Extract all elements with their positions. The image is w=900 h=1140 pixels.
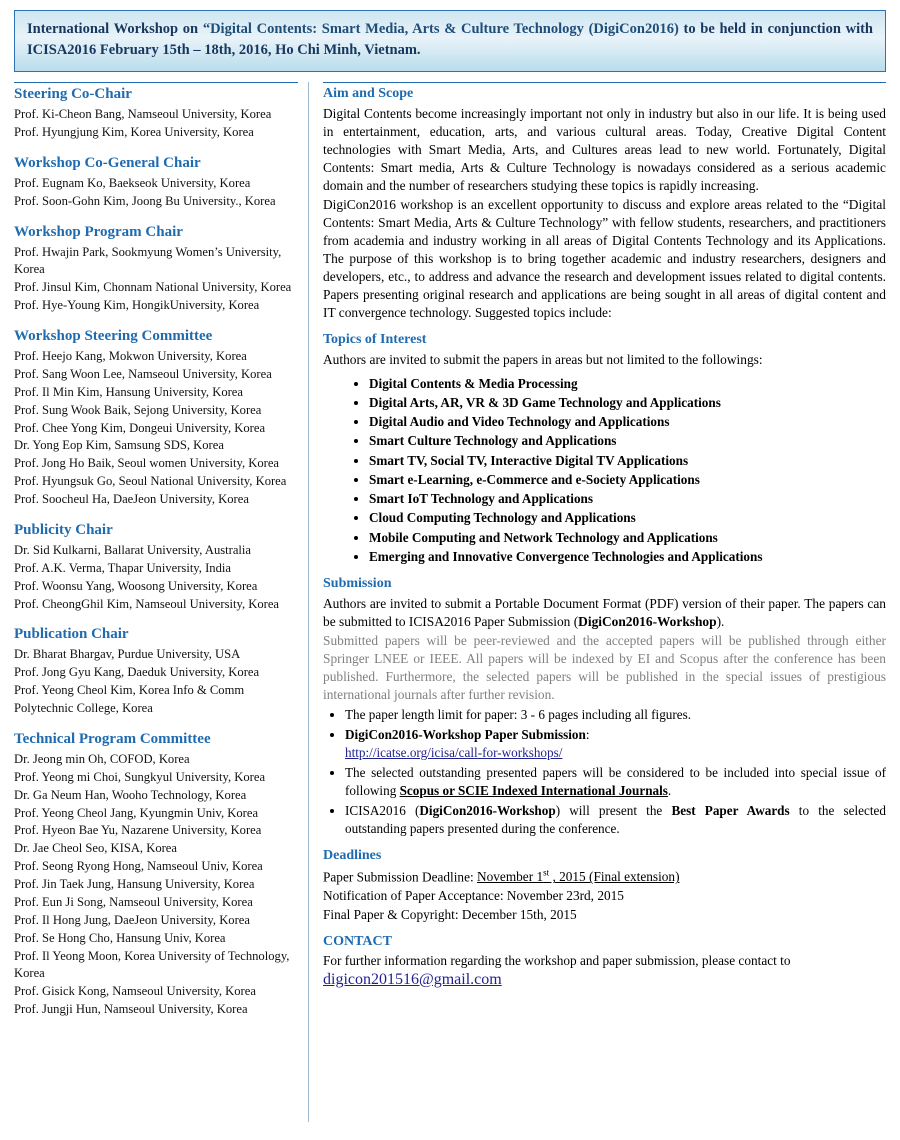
section-technical-program-committee bbox=[14, 731, 298, 1019]
journal-name: Scopus or SCIE Indexed International Journals bbox=[399, 783, 668, 799]
title-banner bbox=[14, 10, 886, 72]
section-deadlines bbox=[323, 848, 886, 924]
section-workshop-steering-committee bbox=[14, 328, 298, 509]
list-item: Prof. Il Hong Jung, DaeJeon University, Korea bbox=[14, 912, 250, 927]
section-steering-co-chair bbox=[14, 82, 298, 142]
list-item: Prof. Woonsu Yang, Woosong University, Korea bbox=[14, 578, 258, 593]
list-item: • Emerging and Innovative Convergence Technologies and Applications bbox=[369, 547, 886, 566]
list-item: Dr. Ga Neum Han, Wooho Technology, Korea bbox=[14, 787, 247, 802]
section-heading: Steering Co-Chair bbox=[14, 82, 298, 103]
award-text-post: to the selected outstanding papers presented during the conference. bbox=[345, 803, 886, 837]
deadline-date-rest: , 2015 (Final extension) bbox=[549, 869, 680, 885]
list-item: Prof. Jinsul Kim, Chonnam National University, Korea bbox=[14, 280, 292, 295]
list-item: Prof. Yeong mi Choi, Sungkyul University, Korea bbox=[14, 769, 266, 784]
section-workshop-co-general-chair bbox=[14, 155, 298, 211]
submission-p1-bold: DigiCon2016-Workshop bbox=[578, 614, 717, 630]
banner-title-part1: International Workshop on bbox=[27, 21, 203, 37]
section-publicity-chair bbox=[14, 522, 298, 614]
list-item: Prof. Gisick Kong, Namseoul University, Korea bbox=[14, 984, 256, 999]
submission-paragraph-2: Submitted papers will be peer-reviewed and the accepted papers will be published through either Springer LNEE or IEEE. All papers will be indexed by EI and Scopus after the conference has been published. Furthermore, the selected papers will be published in the special issues of prestigious international journals after further revision. bbox=[323, 633, 886, 703]
list-item: Prof. Heejo Kang, Mokwon University, Korea bbox=[14, 349, 247, 364]
list-item: Prof. Hye-Young Kim, HongikUniversity, Korea bbox=[14, 298, 260, 313]
section-contact bbox=[323, 934, 886, 989]
list-item: Prof. Eun Ji Song, Namseoul University, Korea bbox=[14, 894, 253, 909]
list-item: Prof. Soocheul Ha, DaeJeon University, Korea bbox=[14, 492, 249, 507]
list-item: • Smart IoT Technology and Applications bbox=[369, 489, 886, 508]
list-item: • Digital Audio and Video Technology and Applications bbox=[369, 412, 886, 431]
list-item: • Digital Arts, AR, VR & 3D Game Technology and Applications bbox=[369, 393, 886, 412]
aim-paragraph-2: DigiCon2016 workshop is an excellent opportunity to discuss and explore areas related to the “Digital Contents: Smart Media, Arts & Culture Technology” with fellow students, researchers, and practitioners from academia and industry working in all areas of Digital Contents Technology and its Applications. The purpose of this workshop is to bring together academic and industry researchers, designers and developers, etc., to address and advance the research and development issues related to digital contents. Papers presenting original research and applications are being sought in all areas of digital content and IT convergence technology. Suggested topics include: bbox=[323, 197, 886, 321]
section-heading: Publicity Chair bbox=[14, 521, 113, 538]
list-item: Prof. Hyungsuk Go, Seoul National University, Korea bbox=[14, 474, 287, 489]
section-heading: Submission bbox=[323, 576, 392, 592]
section-heading: Workshop Steering Committee bbox=[14, 328, 213, 345]
section-heading: Aim and Scope bbox=[323, 82, 886, 102]
submission-list bbox=[323, 706, 886, 838]
submission-url-link[interactable]: http://icatse.org/icisa/call-for-workshops/ bbox=[345, 745, 563, 761]
list-item: Prof. Jong Ho Baik, Seoul women University, Korea bbox=[14, 456, 280, 471]
list-item: Prof. Jin Taek Jung, Hansung University, Korea bbox=[14, 877, 255, 892]
topics-list bbox=[323, 374, 886, 567]
list-item: Prof. Ki-Cheon Bang, Namseoul University, Korea bbox=[14, 107, 272, 122]
deadline-date-main: November 1 bbox=[477, 869, 544, 885]
list-item: Prof. Jungji Hun, Namseoul University, Korea bbox=[14, 1002, 248, 1017]
main-content bbox=[309, 82, 886, 1122]
award-text-pre: ICISA2016 ( bbox=[345, 803, 420, 819]
deadline-submission-label: Paper Submission Deadline: bbox=[323, 869, 478, 885]
contact-text: For further information regarding the workshop and paper submission, please contact to bbox=[323, 953, 791, 969]
list-item: Prof. Il Yeong Moon, Korea University of Technology, Korea bbox=[14, 948, 290, 981]
list-item: • The paper length limit for paper: 3 - 6 pages including all figures. bbox=[345, 706, 886, 724]
journal-text-pre: The selected outstanding presented papers will be considered to be included into special issue of following bbox=[345, 765, 886, 799]
list-item: Dr. Jae Cheol Seo, KISA, Korea bbox=[14, 841, 177, 856]
section-heading: Publication Chair bbox=[14, 626, 129, 643]
list-item: Prof. Jong Gyu Kang, Daeduk University, Korea bbox=[14, 665, 260, 680]
list-item bbox=[345, 764, 886, 800]
award-workshop-name: DigiCon2016-Workshop bbox=[419, 803, 556, 819]
list-item: Prof. Yeong Cheol Jang, Kyungmin Univ, Korea bbox=[14, 805, 259, 820]
deadline-final-paper: Final Paper & Copyright: December 15th, 2015 bbox=[323, 906, 577, 922]
banner-title-part2: “Digital Contents: Smart Media, Arts & Culture Technology (DigiCon2016) bbox=[202, 21, 679, 37]
list-item: Prof. Soon-Gohn Kim, Joong Bu University., Korea bbox=[14, 193, 276, 208]
award-text-mid: ) will present the bbox=[555, 803, 672, 819]
list-item: Prof. Sung Wook Baik, Sejong University, Korea bbox=[14, 402, 262, 417]
section-heading: Workshop Program Chair bbox=[14, 223, 183, 240]
section-heading: CONTACT bbox=[323, 934, 392, 950]
list-item: Prof. CheongGhil Kim, Namseoul University, Korea bbox=[14, 596, 280, 611]
submission-p1-end: ). bbox=[716, 614, 725, 630]
section-heading: Workshop Co-General Chair bbox=[14, 154, 201, 171]
submission-paragraph-1 bbox=[323, 595, 886, 631]
section-heading: Technical Program Committee bbox=[14, 730, 211, 747]
contact-email-link[interactable]: digicon201516@gmail.com bbox=[323, 970, 502, 988]
list-item: Prof. Se Hong Cho, Hansung Univ, Korea bbox=[14, 930, 226, 945]
list-item bbox=[345, 726, 886, 762]
submission-p1-text: Authors are invited to submit a Portable Document Format (PDF) version of their paper. The papers can be submitted to ICISA2016 Paper Submission ( bbox=[323, 596, 886, 630]
deadline-submission bbox=[323, 867, 886, 887]
submission-link-label: DigiCon2016-Workshop Paper Submission bbox=[345, 727, 586, 743]
list-item: Prof. Chee Yong Kim, Dongeui University, Korea bbox=[14, 420, 266, 435]
deadline-submission-value bbox=[477, 869, 680, 884]
banner-title-part3: to be held in conjunction with ICISA2016 February 15th – 18th, 2016, Ho Chi Minh, Vietnam. bbox=[27, 21, 873, 59]
section-aim-and-scope bbox=[323, 82, 886, 322]
section-topics-of-interest bbox=[323, 332, 886, 566]
list-item: • Smart e-Learning, e-Commerce and e-Society Applications bbox=[369, 470, 886, 489]
list-item: Dr. Yong Eop Kim, Samsung SDS, Korea bbox=[14, 438, 224, 453]
section-heading: Topics of Interest bbox=[323, 332, 427, 348]
list-item bbox=[345, 802, 886, 838]
committee-sidebar bbox=[14, 82, 309, 1122]
list-item: Dr. Bharat Bhargav, Purdue University, USA bbox=[14, 647, 241, 662]
list-item: Prof. A.K. Verma, Thapar University, India bbox=[14, 560, 231, 575]
aim-paragraph-1: Digital Contents become increasingly important not only in industry but also in our life. It is being used in entertainment, education, arts, and various cultural areas. Today, Creative Digital Content technologies with Smart Media, Arts, and Cultures areas lead to new world. Fortunately, Digital Contents: Smart media, Arts & Culture Technology is nowadays considered as a serious academic domain and the number of researchers studying these topics is rapidly increasing. bbox=[323, 106, 886, 194]
list-item: Prof. Hyungjung Kim, Korea University, Korea bbox=[14, 124, 254, 139]
topics-lead: Authors are invited to submit the papers in areas but not limited to the followings: bbox=[323, 352, 763, 368]
section-publication-chair bbox=[14, 626, 298, 718]
submission-colon: : bbox=[585, 727, 590, 743]
deadline-notification: Notification of Paper Acceptance: November 23rd, 2015 bbox=[323, 888, 624, 904]
list-item: Dr. Jeong min Oh, COFOD, Korea bbox=[14, 751, 190, 766]
content-columns bbox=[14, 82, 886, 1122]
banner-title bbox=[27, 19, 873, 61]
list-item: Prof. Sang Woon Lee, Namseoul University, Korea bbox=[14, 366, 272, 381]
section-heading: Deadlines bbox=[323, 848, 382, 864]
list-item: • Cloud Computing Technology and Applications bbox=[369, 508, 886, 527]
list-item: Prof. Seong Ryong Hong, Namseoul Univ, Korea bbox=[14, 859, 263, 874]
list-item: Prof. Yeong Cheol Kim, Korea Info & Comm Polytechnic College, Korea bbox=[14, 683, 245, 716]
list-item: • Smart TV, Social TV, Interactive Digital TV Applications bbox=[369, 451, 886, 470]
award-name: Best Paper Awards bbox=[671, 803, 790, 819]
list-item: Dr. Sid Kulkarni, Ballarat University, Australia bbox=[14, 542, 252, 557]
journal-text-post: . bbox=[667, 783, 672, 799]
list-item: • Mobile Computing and Network Technology and Applications bbox=[369, 528, 886, 547]
list-item: Prof. Hyeon Bae Yu, Nazarene University, Korea bbox=[14, 823, 262, 838]
section-submission bbox=[323, 576, 886, 838]
section-workshop-program-chair bbox=[14, 224, 298, 316]
deadline-date-suffix: st bbox=[543, 868, 550, 879]
list-item: Prof. Hwajin Park, Sookmyung Women’s University, Korea bbox=[14, 244, 282, 277]
list-item: • Digital Contents & Media Processing bbox=[369, 374, 886, 393]
list-item: Prof. Il Min Kim, Hansung University, Korea bbox=[14, 384, 243, 399]
list-item: Prof. Eugnam Ko, Baekseok University, Korea bbox=[14, 175, 251, 190]
list-item: • Smart Culture Technology and Applications bbox=[369, 431, 886, 450]
